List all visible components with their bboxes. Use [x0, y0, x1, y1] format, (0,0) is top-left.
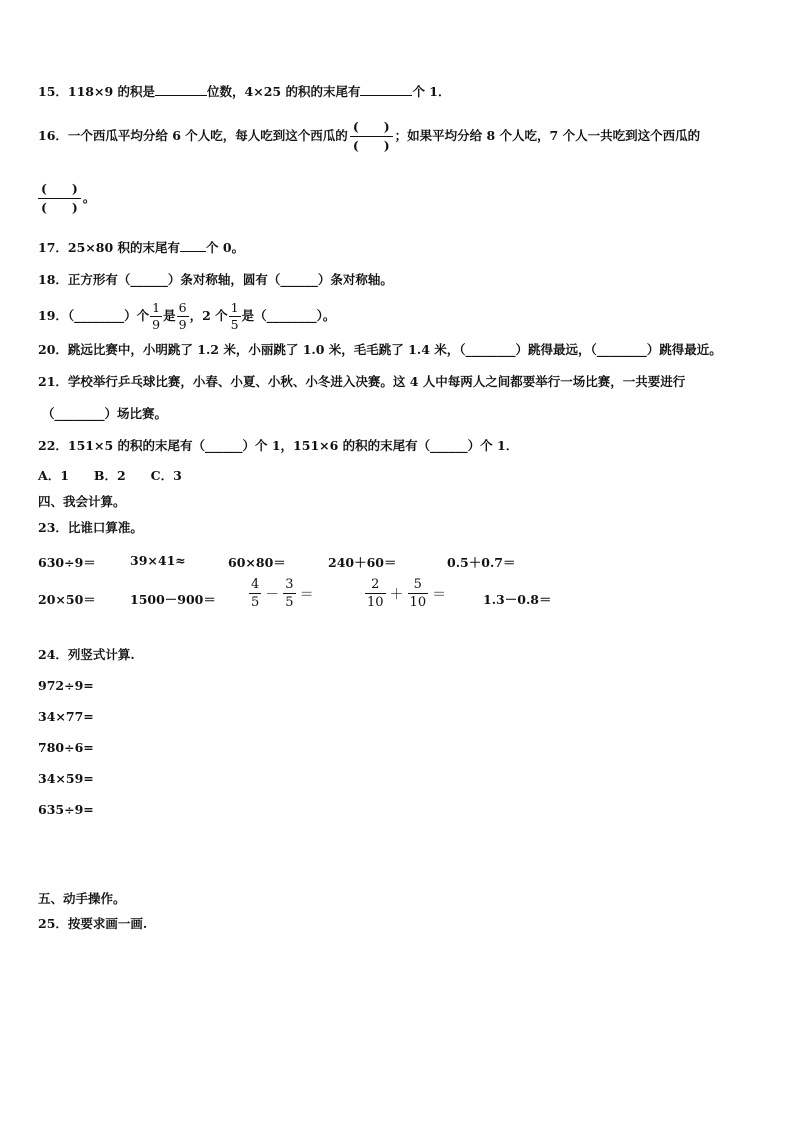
- q15-text-c: 个 1．: [412, 84, 451, 99]
- question-21: 21．学校举行乒乓球比赛，小春、小夏、小秋、小冬进入决赛。这 4 人中每两人之间都要举行一场比赛，一共要进行: [38, 374, 686, 389]
- question-23-title: 23．比谁口算准。: [38, 520, 143, 535]
- fraction: $\frac{6}{9}$: [178, 300, 187, 332]
- calc-item: 60×80＝: [228, 555, 286, 570]
- question-17: [38, 240, 244, 256]
- question-16: [38, 118, 700, 155]
- q15-text-a: 118×9 的积是: [67, 84, 156, 99]
- fraction-blank[interactable]: $\frac{( )}{( )}$: [350, 118, 393, 155]
- q18-number: 18．: [38, 272, 68, 287]
- q18-text: 正方形有（______）条对称轴，圆有（______）条对称轴。: [67, 272, 393, 287]
- q16-text-a: 一个西瓜平均分给 6 个人吃，每人吃到这个西瓜的: [67, 128, 348, 143]
- vertical-calc-item: 972÷9=: [38, 678, 94, 693]
- vertical-calc-item: 34×59=: [38, 771, 94, 786]
- vertical-calc-item: 34×77=: [38, 709, 94, 724]
- calc-item: 240＋60＝: [328, 555, 397, 570]
- answer-blank[interactable]: [180, 240, 206, 252]
- q19-text-a: （________）个: [67, 308, 150, 323]
- question-24-title: 24．列竖式计算.: [38, 647, 135, 662]
- fraction: $\frac{4}{5}$: [251, 577, 260, 610]
- q17-text-a: 25×80 积的末尾有: [67, 240, 181, 255]
- question-18: [38, 272, 393, 288]
- calc-item: 630÷9＝: [38, 555, 96, 570]
- fraction-blank[interactable]: $\frac{( )}{( )}$: [38, 180, 81, 217]
- calc-item: 20×50＝: [38, 592, 96, 607]
- calc-item: 0.5＋0.7＝: [447, 555, 516, 570]
- fraction-expression: $\frac{2}{10}$ ＋ $\frac{5}{10}$ ＝: [367, 577, 447, 610]
- question-20: 20．跳远比赛中，小明跳了 1.2 米，小丽跳了 1.0 米，毛毛跳了 1.4 米，（________）跳得最远，（________）跳得最近。: [38, 342, 722, 357]
- question-21-cont: （________）场比赛。: [42, 406, 168, 421]
- fraction: $\frac{1}{9}$: [152, 300, 161, 332]
- vertical-calc-item: 635÷9=: [38, 802, 94, 817]
- section-title-5: 五、动手操作。: [38, 891, 126, 906]
- q15-number: 15．: [38, 84, 68, 99]
- q19-number: 19．: [38, 308, 68, 323]
- q15-text-b: 位数，4×25 的积的末尾有: [207, 84, 361, 99]
- question-25: 25．按要求画一画.: [38, 916, 148, 931]
- fraction: $\frac{2}{10}$: [367, 577, 384, 610]
- fraction: $\frac{1}{5}$: [230, 300, 239, 332]
- q19-text-d: 是（________）。: [241, 308, 336, 323]
- question-16-cont: [38, 180, 95, 217]
- q17-text-b: 个 0。: [206, 240, 245, 255]
- section-title-4: 四、我会计算。: [38, 494, 126, 509]
- q16-number: 16．: [38, 128, 68, 143]
- answer-blank[interactable]: [360, 84, 412, 96]
- question-22: 22．151×5 的积的末尾有（______）个 1，151×6 的积的末尾有（______）个 1．: [38, 438, 519, 453]
- calc-item: 1.3－0.8＝: [483, 592, 552, 607]
- question-19: [38, 300, 335, 333]
- q16-text-b: ；如果平均分给 8 个人吃，7 个人一共吃到这个西瓜的: [394, 128, 701, 143]
- fraction: $\frac{5}{10}$: [409, 577, 427, 610]
- fraction-expression: $\frac{4}{5}$ － $\frac{3}{5}$ ＝: [251, 577, 314, 610]
- q16-end: 。: [82, 190, 96, 205]
- question-15: [38, 84, 451, 100]
- calc-item: 39×41≈: [130, 553, 186, 568]
- q19-text-b: 是: [163, 308, 176, 323]
- calc-item: 1500－900＝: [130, 592, 216, 607]
- q19-text-c: ，2 个: [189, 308, 228, 323]
- q17-number: 17．: [38, 240, 68, 255]
- fraction: $\frac{3}{5}$: [285, 577, 294, 610]
- question-22-options: A．1 B．2 C．3: [38, 468, 182, 483]
- answer-blank[interactable]: [155, 84, 207, 96]
- vertical-calc-item: 780÷6=: [38, 740, 94, 755]
